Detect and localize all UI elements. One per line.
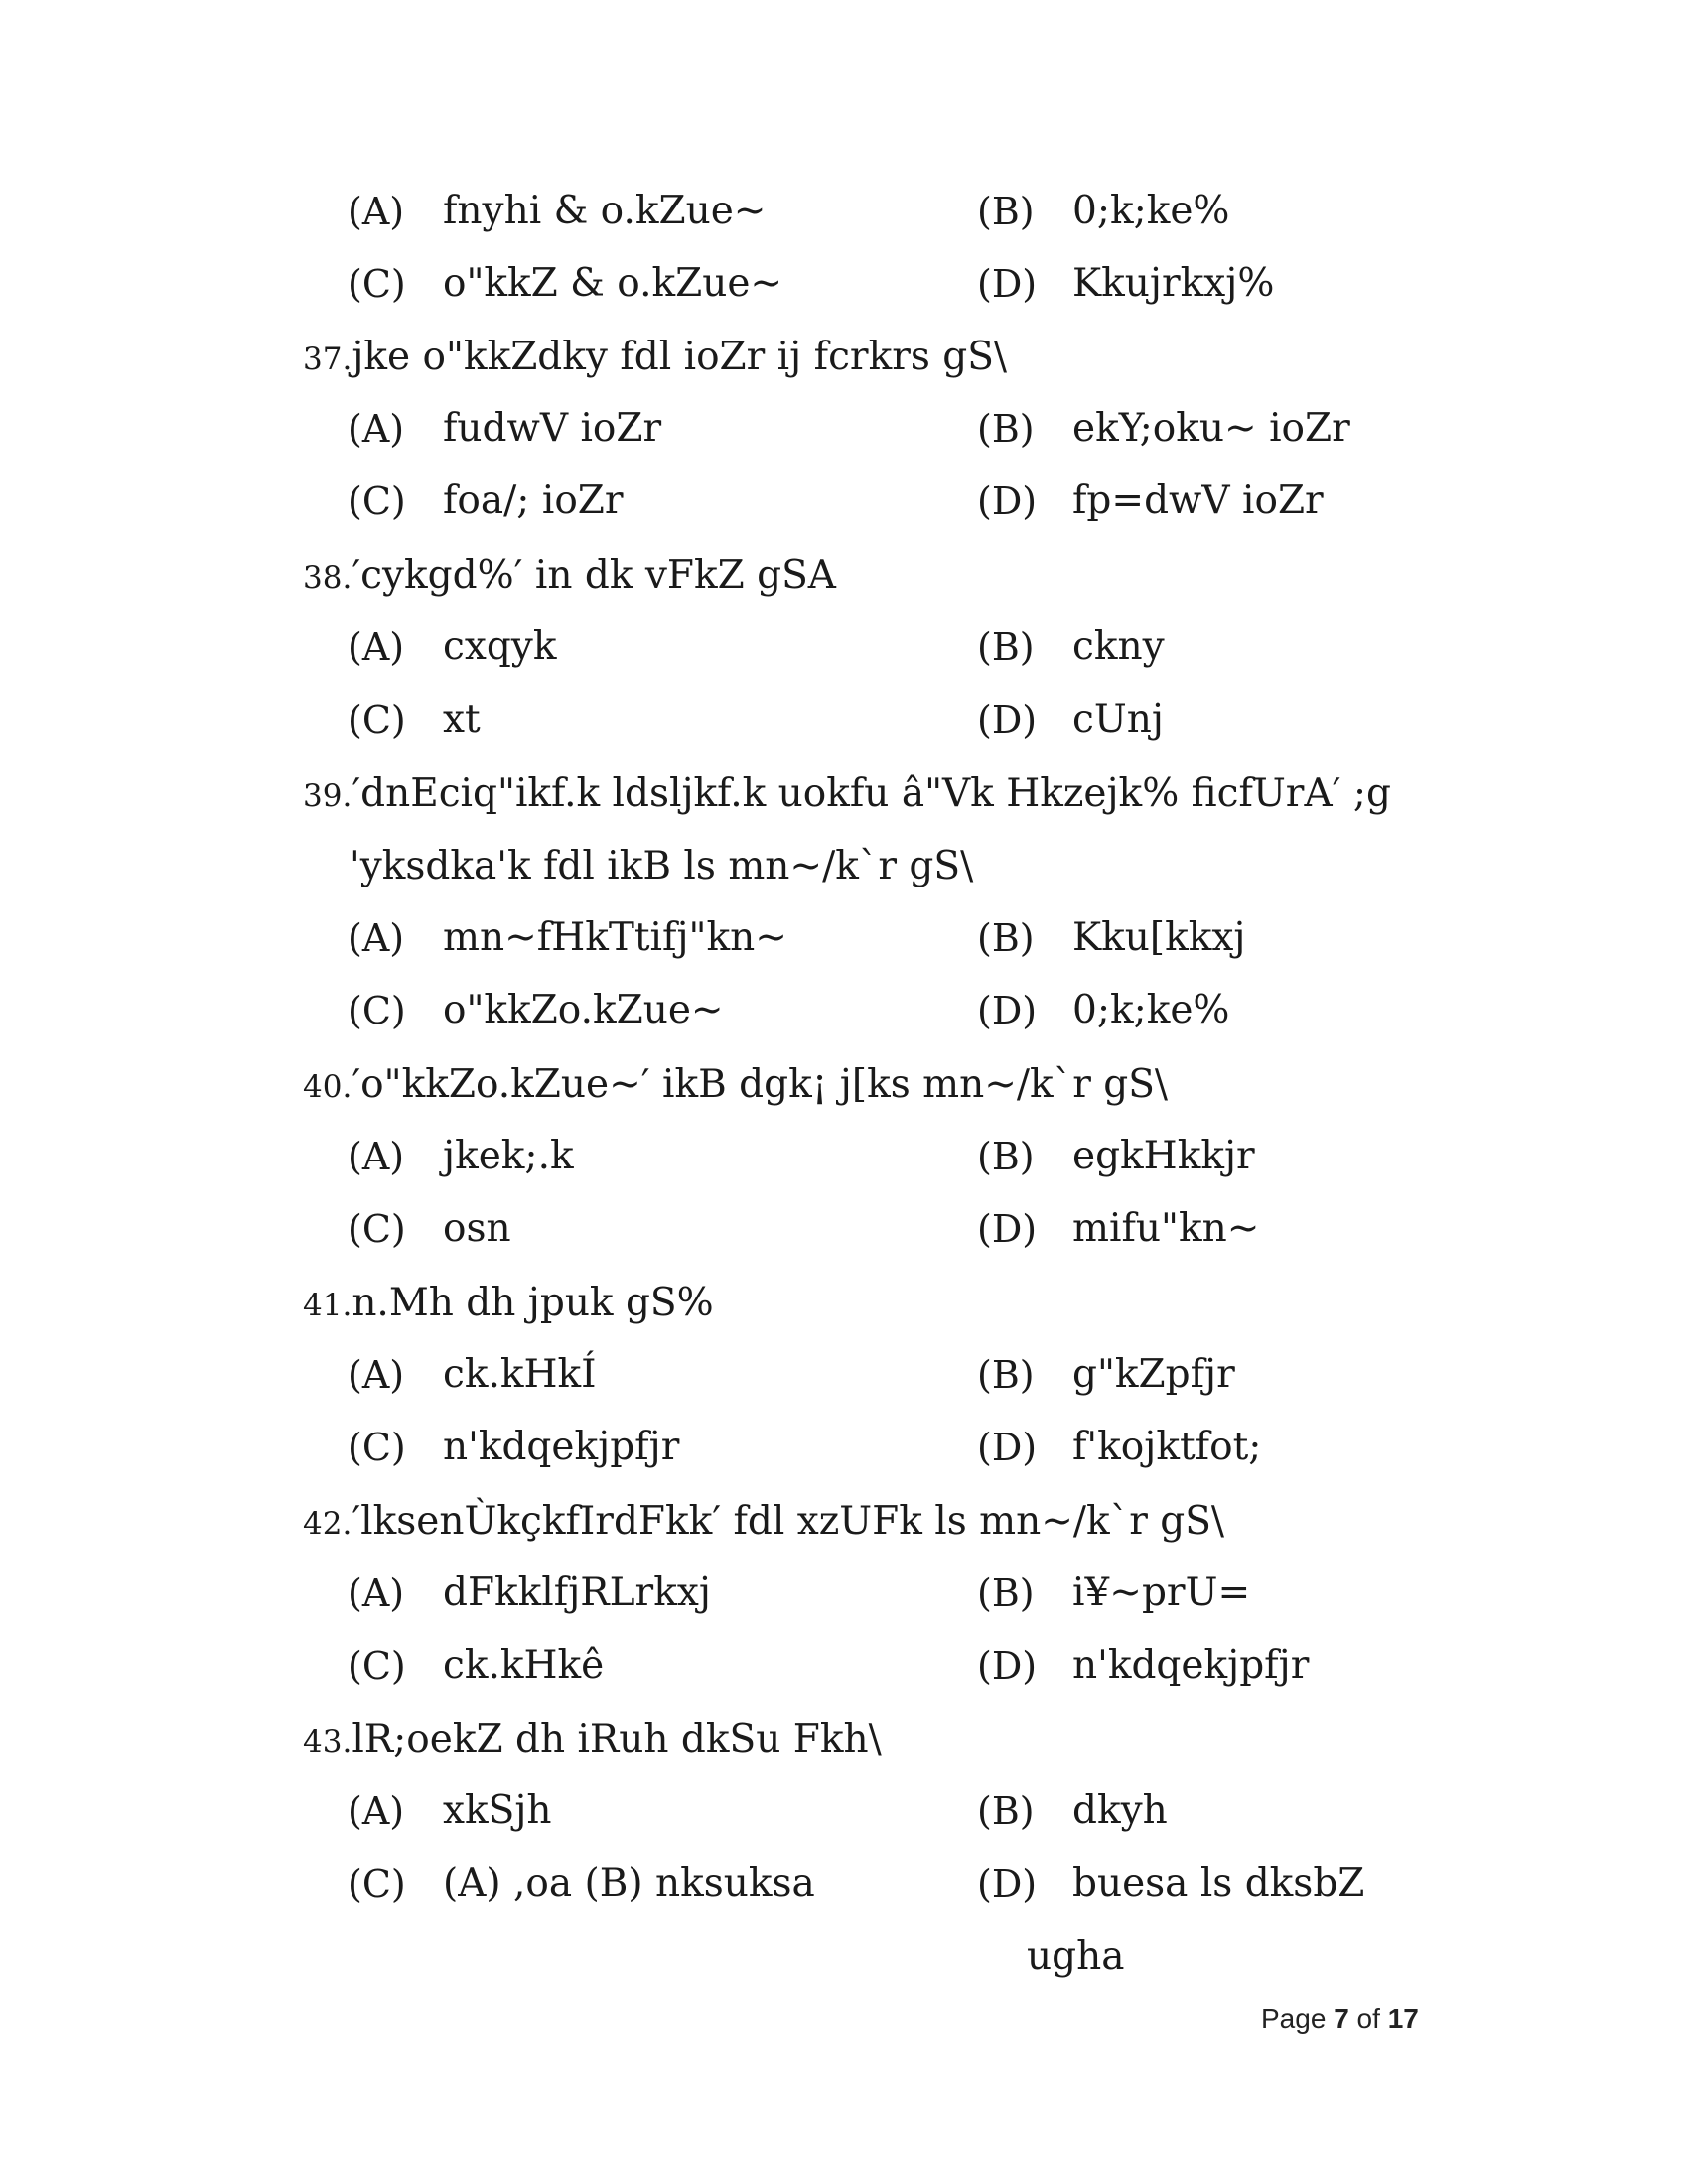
question-41 [303, 1280, 714, 1329]
option-text: o"kkZ & o.kZue~ [443, 261, 783, 306]
option-label: (A) [348, 1571, 405, 1615]
question-42 [303, 1498, 1224, 1548]
question-number: 42. [303, 1506, 352, 1542]
question-39 [303, 770, 1391, 820]
option-text: dkyh [1072, 1788, 1168, 1833]
question-38 [303, 552, 836, 602]
of-word: of [1356, 2003, 1380, 2034]
page-footer [1261, 2003, 1419, 2035]
question-text: ′lksenÙkçkfIrdFkk′ fdl xzUFk ls mn~/k`r gS\ [352, 1499, 1225, 1544]
option-label: (B) [977, 1571, 1035, 1615]
question-text: ′dnEciq"ikf.k ldsljkf.k uokfu â"Vk Hkzejk% ficfUrA′ ;g [352, 771, 1391, 816]
option-text: Kku[kkxj [1072, 915, 1246, 960]
option-text: fnyhi & o.kZue~ [443, 189, 767, 233]
question-number: 37. [303, 341, 352, 377]
question-number: 43. [303, 1724, 352, 1760]
option-text: n'kdqekjpfjr [1072, 1643, 1310, 1688]
question-number: 40. [303, 1069, 352, 1105]
option-label: (B) [977, 407, 1035, 451]
option-text: ckny [1072, 624, 1165, 669]
option-text: cxqyk [443, 624, 557, 669]
option-text: egkHkkjr [1072, 1134, 1255, 1178]
question-39-continuation: 'yksdka'k fdl ikB ls mn~/k`r gS\ [350, 844, 974, 888]
option-label: (A) [348, 1789, 405, 1833]
option-text: ekY;oku~ ioZr [1072, 406, 1350, 451]
question-text: ′o"kkZo.kZue~′ ikB dgk¡ j[ks mn~/k`r gS\ [352, 1062, 1169, 1107]
option-text: jkek;.k [443, 1134, 574, 1178]
option-label: (C) [348, 698, 406, 742]
option-label: (A) [348, 625, 405, 669]
option-text: n'kdqekjpfjr [443, 1425, 680, 1469]
question-text: jke o"kkZdky fdl ioZr ij fcrkrs gS\ [352, 335, 1008, 379]
option-text: i¥~prU= [1072, 1570, 1251, 1615]
question-number: 41. [303, 1288, 352, 1323]
option-label: (C) [348, 1207, 406, 1251]
option-label: (D) [977, 698, 1038, 742]
option-label: (D) [977, 989, 1038, 1032]
option-label: (B) [977, 1353, 1035, 1397]
question-40 [303, 1061, 1168, 1111]
option-text: cUnj [1072, 697, 1164, 742]
option-text: (A) ,oa (B) nksuksa [443, 1861, 815, 1906]
option-label: (C) [348, 1426, 406, 1469]
option-label: (B) [977, 916, 1035, 960]
option-text: osn [443, 1206, 511, 1251]
option-text: 0;k;ke% [1072, 189, 1230, 233]
option-text: f'kojktfot; [1072, 1425, 1262, 1469]
question-text: ′cykgd%′ in dk vFkZ gSA [352, 553, 836, 598]
option-label: (C) [348, 479, 406, 523]
option-label: (D) [977, 1862, 1038, 1906]
option-text: fp=dwV ioZr [1072, 478, 1324, 523]
page-word: Page [1261, 2003, 1327, 2034]
option-text: buesa ls dksbZ [1072, 1861, 1365, 1906]
option-text-continuation: ugha [1027, 1934, 1125, 1979]
option-label: (C) [348, 1644, 406, 1688]
option-label: (A) [348, 1135, 405, 1178]
option-label: (B) [977, 625, 1035, 669]
page-total: 17 [1387, 2003, 1419, 2034]
option-label: (D) [977, 1426, 1038, 1469]
option-label: (C) [348, 989, 406, 1032]
option-label: (B) [977, 190, 1035, 233]
option-label: (D) [977, 1644, 1038, 1688]
option-text: ck.kHkê [443, 1643, 605, 1688]
option-text: ck.kHkÍ [443, 1352, 597, 1397]
option-text: g"kZpfjr [1072, 1352, 1235, 1397]
question-text: n.Mh dh jpuk gS% [352, 1281, 714, 1325]
option-label: (C) [348, 1862, 406, 1906]
option-text: dFkklfjRLrkxj [443, 1570, 711, 1615]
option-label: (C) [348, 262, 406, 306]
option-label: (B) [977, 1789, 1035, 1833]
option-text: xt [443, 697, 481, 742]
option-label: (A) [348, 1353, 405, 1397]
question-number: 39. [303, 778, 352, 814]
option-label: (A) [348, 407, 405, 451]
option-text: Kkujrkxj% [1072, 261, 1275, 306]
option-text: mn~fHkTtifj"kn~ [443, 915, 787, 960]
option-text: 0;k;ke% [1072, 988, 1230, 1032]
option-label: (D) [977, 262, 1038, 306]
question-number: 38. [303, 560, 352, 596]
option-label: (D) [977, 479, 1038, 523]
option-label: (B) [977, 1135, 1035, 1178]
page-number: 7 [1334, 2003, 1349, 2034]
question-43 [303, 1716, 882, 1766]
option-text: o"kkZo.kZue~ [443, 988, 724, 1032]
question-37 [303, 334, 1007, 383]
option-label: (D) [977, 1207, 1038, 1251]
option-label: (A) [348, 916, 405, 960]
question-text: lR;oekZ dh iRuh dkSu Fkh\ [352, 1717, 882, 1762]
option-label: (A) [348, 190, 405, 233]
option-text: mifu"kn~ [1072, 1206, 1260, 1251]
option-text: foa/; ioZr [443, 478, 624, 523]
option-text: fudwV ioZr [443, 406, 662, 451]
option-text: xkSjh [443, 1788, 552, 1833]
